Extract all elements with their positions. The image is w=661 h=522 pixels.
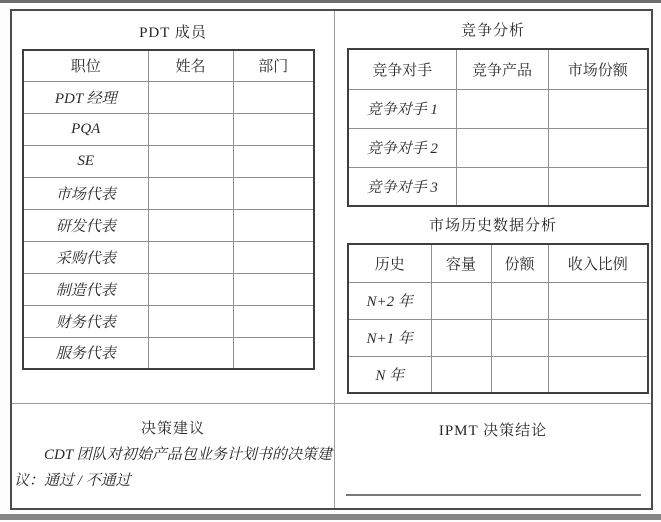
- section-competition-analysis: [334, 11, 651, 403]
- table-row: [348, 128, 648, 167]
- row-label: 竞争对手 1: [348, 89, 456, 128]
- empty-cell: [233, 273, 314, 305]
- table-row: [23, 145, 314, 177]
- table-row: [23, 209, 314, 241]
- row-label: 市场代表: [23, 177, 148, 209]
- empty-cell: [431, 356, 491, 393]
- row-label: 竞争对手 2: [348, 128, 456, 167]
- table-row: [348, 167, 648, 206]
- section-pdt-members: [12, 11, 334, 403]
- empty-cell: [431, 282, 491, 319]
- table-header-row: [348, 49, 648, 89]
- table-row: [23, 113, 314, 145]
- top-page-rule: [0, 0, 661, 3]
- empty-cell: [148, 81, 233, 113]
- empty-cell: [456, 167, 548, 206]
- row-label: 采购代表: [23, 241, 148, 273]
- row-label: N 年: [348, 356, 431, 393]
- row-label: PDT 经理: [23, 81, 148, 113]
- empty-cell: [548, 89, 648, 128]
- column-header-position: 职位: [23, 50, 148, 81]
- empty-cell: [148, 241, 233, 273]
- column-header-product: 竞争产品: [456, 49, 548, 89]
- empty-cell: [456, 89, 548, 128]
- empty-cell: [233, 177, 314, 209]
- column-header-capacity: 容量: [431, 244, 491, 282]
- market-history-title: 市场历史数据分析: [428, 218, 557, 234]
- column-header-share: 份额: [491, 244, 548, 282]
- table-row: [23, 305, 314, 337]
- row-label: 财务代表: [23, 305, 148, 337]
- empty-cell: [548, 282, 648, 319]
- form-outer-frame: [10, 9, 653, 510]
- empty-cell: [148, 305, 233, 337]
- row-label: N+2 年: [348, 282, 431, 319]
- row-label: 服务代表: [23, 337, 148, 369]
- pdt-members-table: [22, 49, 315, 370]
- table-row: [348, 282, 648, 319]
- column-header-name: 姓名: [148, 50, 233, 81]
- empty-cell: [148, 209, 233, 241]
- empty-cell: [148, 177, 233, 209]
- empty-cell: [233, 337, 314, 369]
- row-label: PQA: [23, 113, 148, 145]
- pdt-members-title: PDT 成员: [139, 25, 207, 41]
- table-header-row: [348, 244, 648, 282]
- table-row: [348, 356, 648, 393]
- empty-cell: [431, 319, 491, 356]
- empty-cell: [548, 128, 648, 167]
- column-header-department: 部门: [233, 50, 314, 81]
- empty-cell: [233, 305, 314, 337]
- empty-cell: [456, 128, 548, 167]
- competition-table: [347, 48, 649, 207]
- decision-recommendation-title: 决策建议: [140, 421, 205, 437]
- empty-cell: [233, 81, 314, 113]
- table-row: [348, 89, 648, 128]
- empty-cell: [491, 319, 548, 356]
- empty-cell: [233, 145, 314, 177]
- row-label: 竞争对手 3: [348, 167, 456, 206]
- column-header-revenue-ratio: 收入比例: [548, 244, 648, 282]
- market-history-table: [347, 243, 649, 394]
- empty-cell: [233, 241, 314, 273]
- row-label: SE: [23, 145, 148, 177]
- empty-cell: [233, 113, 314, 145]
- table-row: [23, 273, 314, 305]
- column-header-market-share: 市场份额: [548, 49, 648, 89]
- column-header-competitor: 竞争对手: [348, 49, 456, 89]
- empty-cell: [148, 145, 233, 177]
- signature-line: [346, 494, 641, 496]
- empty-cell: [548, 167, 648, 206]
- table-row: [23, 337, 314, 369]
- empty-cell: [233, 209, 314, 241]
- row-label: 研发代表: [23, 209, 148, 241]
- empty-cell: [548, 356, 648, 393]
- empty-cell: [148, 113, 233, 145]
- table-row: [23, 177, 314, 209]
- table-header-row: [23, 50, 314, 81]
- empty-cell: [148, 337, 233, 369]
- empty-cell: [148, 273, 233, 305]
- bottom-page-rule: [0, 514, 661, 520]
- table-row: [23, 241, 314, 273]
- section-decision-recommendation: [12, 403, 334, 508]
- competition-title: 竞争分析: [460, 23, 525, 39]
- decision-recommendation-text: CDT 团队对初始产品包业务计划书的决策建议：通过 / 不通过: [14, 447, 332, 489]
- empty-cell: [491, 282, 548, 319]
- table-row: [23, 81, 314, 113]
- table-row: [348, 319, 648, 356]
- ipmt-conclusion-title: IPMT 决策结论: [438, 423, 548, 439]
- column-header-history: 历史: [348, 244, 431, 282]
- section-ipmt-conclusion: [334, 403, 651, 508]
- row-label: N+1 年: [348, 319, 431, 356]
- empty-cell: [491, 356, 548, 393]
- row-label: 制造代表: [23, 273, 148, 305]
- empty-cell: [548, 319, 648, 356]
